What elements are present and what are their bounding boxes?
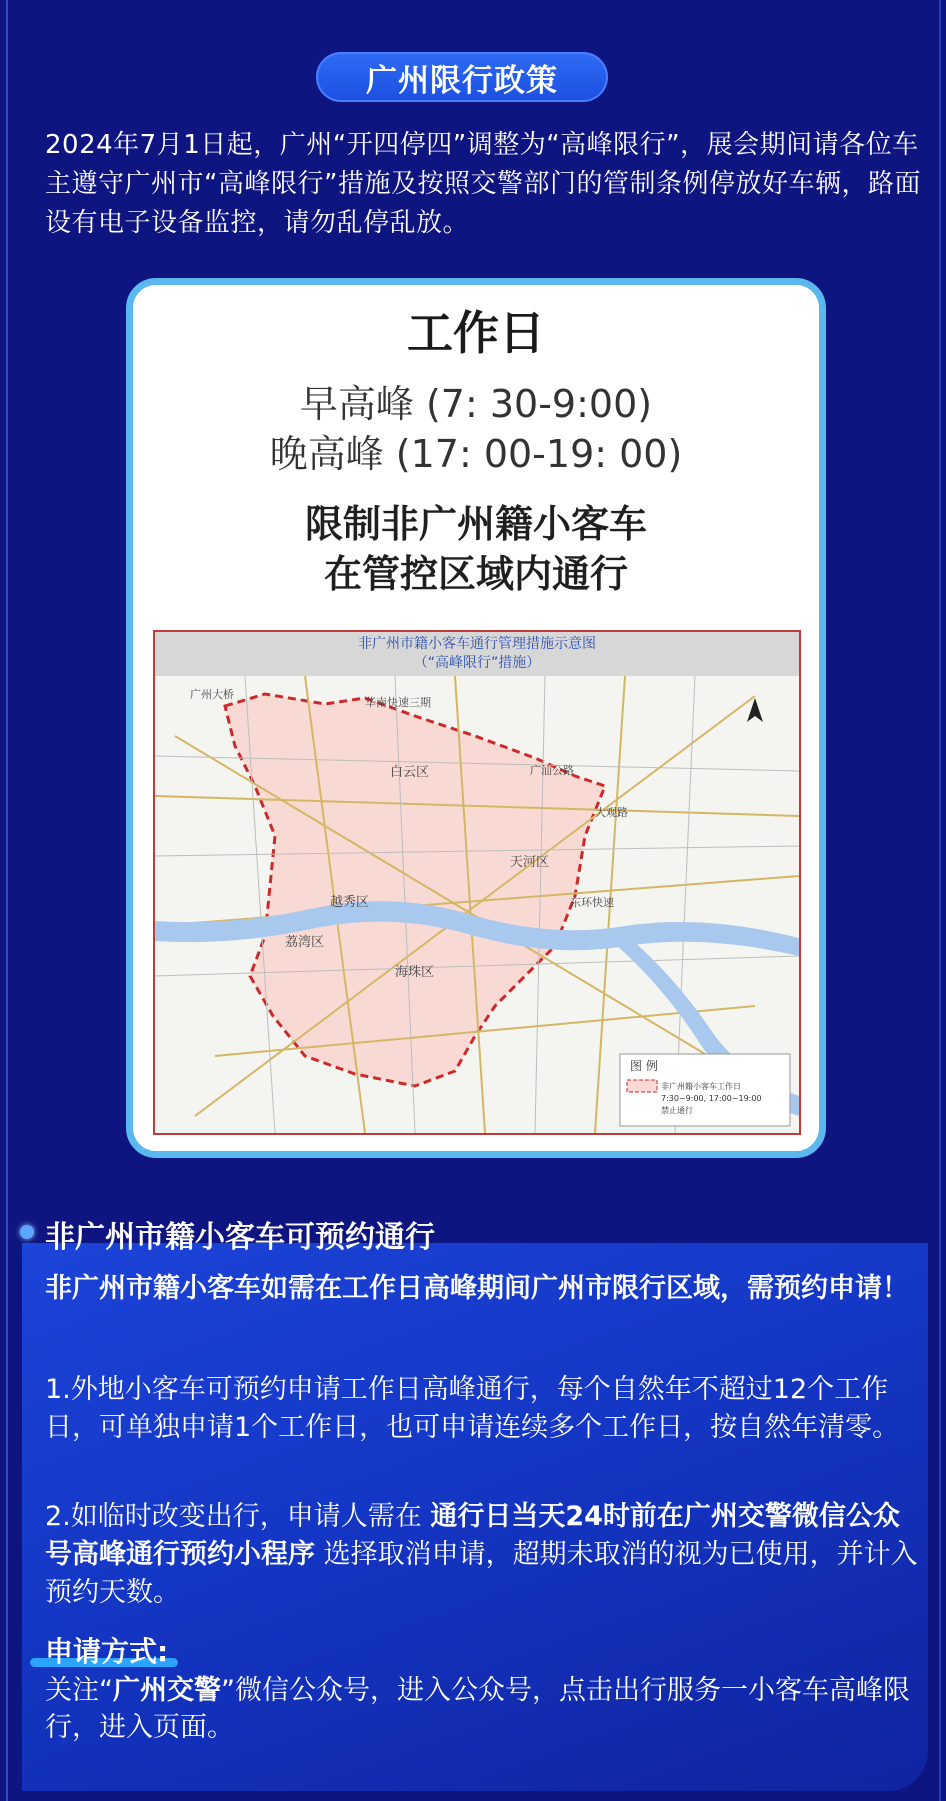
map-graphic — [155, 676, 799, 1133]
map-subtitle: （“高峰限行”措施） — [413, 655, 541, 671]
frame-line-left — [6, 0, 8, 1801]
map-header — [155, 632, 799, 676]
card-title: 工作日 — [407, 306, 545, 360]
restriction-map — [153, 630, 801, 1135]
apply-method-text — [45, 1672, 925, 1746]
map-label-liwan: 荔湾区 — [285, 935, 325, 950]
evening-peak-text: 晚高峰 (17: 00-19: 00) — [269, 432, 683, 476]
frame-line-right — [939, 0, 941, 1801]
rule-item-2-pre: 2.如临时改变出行，申请人需在 — [45, 1501, 431, 1532]
map-label-tianhe: 天河区 — [510, 855, 550, 870]
apply-method-label: 申请方式: — [45, 1635, 169, 1668]
apply-pre: 关注“ — [45, 1675, 113, 1706]
page-title: 广州限行政策 — [316, 52, 608, 102]
restriction-line-2: 在管控区域内通行 — [323, 552, 628, 596]
rule-item-1: 1.外地小客车可预约申请工作日高峰通行，每个自然年不超过12个工作日，可单独申请1个工作日，也可申请连续多个工作日，按自然年清零。 — [45, 1374, 900, 1443]
restriction-card — [126, 278, 826, 1158]
morning-peak-text: 早高峰 (7: 30-9:00) — [299, 382, 653, 426]
rule-item-2-bold: 通行日当天24时前在广州交警微信公众号高峰通行预约小程序 — [45, 1501, 900, 1570]
section-heading: 非广州市籍小客车可预约通行 — [45, 1220, 435, 1255]
rule-item-2 — [45, 1498, 925, 1612]
map-label-south-china-expressway: 华南快速三期 — [365, 696, 431, 709]
map-label-guangzhou-bridge: 广州大桥 — [190, 688, 234, 701]
map-legend — [620, 1054, 790, 1126]
legend-title: 图 例 — [630, 1059, 658, 1073]
map-label-east-ring: 东环快速 — [570, 896, 614, 909]
reservation-notice: 非广州市籍小客车如需在工作日高峰期间广州市限行区域，需预约申请！ — [45, 1273, 909, 1304]
legend-line-2: 7:30~9:00, 17:00~19:00 — [661, 1094, 762, 1103]
rule-item-2-post: 选择取消申请，超期未取消的视为已使用，并计入预约天数。 — [45, 1539, 918, 1608]
intro-paragraph: 2024年7月1日起，广州“开四停四”调整为“高峰限行”，展会期间请各位车主遵守广州市“高峰限行”措施及按照交警部门的管制条例停放好车辆，路面设有电子设备监控，请勿乱停乱放。 — [45, 130, 921, 238]
apply-account-name: 广州交警 — [113, 1675, 221, 1706]
map-label-daguan-road: 大观路 — [595, 806, 628, 819]
bullet-dot-icon — [20, 1225, 34, 1239]
map-label-haizhu: 海珠区 — [395, 965, 435, 980]
map-title: 非广州市籍小客车通行管理措施示意图 — [358, 636, 596, 652]
legend-line-3: 禁止通行 — [661, 1106, 693, 1115]
map-label-baiyun: 白云区 — [390, 765, 430, 780]
map-label-yuexiu: 越秀区 — [330, 895, 370, 910]
legend-line-1: 非广州籍小客车工作日 — [661, 1082, 741, 1091]
restriction-line-1: 限制非广州籍小客车 — [304, 502, 647, 546]
map-label-guangshan-road: 广汕公路 — [530, 764, 574, 777]
apply-post: ”微信公众号，进入公众号，点击出行服务一小客车高峰限行，进入页面。 — [45, 1675, 910, 1743]
